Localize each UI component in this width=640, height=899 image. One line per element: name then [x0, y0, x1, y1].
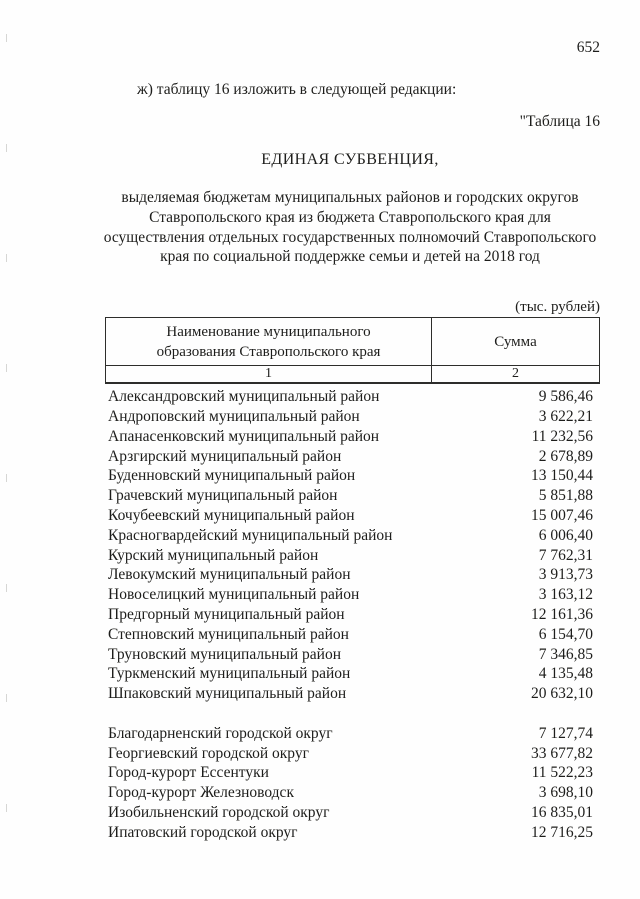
table-row: [105, 407, 600, 427]
amount-value: 15 007,46: [531, 506, 593, 524]
amount-value: 12 716,25: [531, 823, 593, 841]
amount-value: 6 154,70: [538, 625, 593, 643]
municipality-name: Кочубеевский муниципальный район: [108, 506, 355, 524]
column-header-sum: Сумма: [431, 318, 599, 365]
amount-value: 3 698,10: [538, 784, 593, 802]
amount-value: 3 622,21: [538, 407, 593, 425]
municipality-name: Александровский муниципальный район: [108, 388, 380, 406]
table-row: [105, 486, 600, 506]
table-header: [105, 317, 600, 384]
table-row: [105, 605, 600, 625]
table-row: [105, 684, 600, 704]
amount-value: 13 150,44: [531, 467, 593, 485]
table-row: [105, 546, 600, 566]
page-content: [0, 38, 640, 843]
amount-value: 33 677,82: [531, 744, 593, 762]
amount-value: 9 586,46: [538, 388, 593, 406]
units-note: (тыс. рублей): [515, 299, 600, 316]
municipality-name: Шпаковский муниципальный район: [108, 685, 347, 703]
subtitle-line: выделяемая бюджетам муниципальных районов и городских округов: [121, 189, 579, 206]
municipality-name: Грачевский муниципальный район: [108, 487, 338, 505]
table-row: [105, 466, 600, 486]
amount-value: 4 135,48: [538, 665, 593, 683]
table-row: [105, 565, 600, 585]
document-subtitle: [100, 188, 600, 267]
table-row: [105, 664, 600, 684]
subtitle-line: Ставропольского края из бюджета Ставропольского края для: [149, 208, 551, 226]
municipality-name: Туркменский муниципальный район: [108, 665, 351, 683]
table-row: [105, 645, 600, 665]
municipality-name: Арзгирский муниципальный район: [108, 447, 342, 465]
table-row: [105, 724, 600, 744]
municipality-name: Город-курорт Железноводск: [108, 784, 294, 802]
amount-value: 5 851,88: [538, 487, 593, 505]
municipality-name: Город-курорт Ессентуки: [108, 764, 269, 782]
municipality-name: Труновский муниципальный район: [108, 645, 342, 663]
table-reference-label: "Таблица 16: [519, 113, 600, 130]
amount-value: 20 632,10: [531, 685, 593, 703]
table-row: [105, 526, 600, 546]
column-index-row: [106, 365, 599, 382]
amount-value: 6 006,40: [538, 526, 593, 544]
municipality-name: Красногвардейский муниципальный район: [108, 526, 393, 544]
table-row: [105, 585, 600, 605]
table-row: [105, 625, 600, 645]
municipality-name: Георгиевский городской округ: [108, 744, 309, 762]
amount-value: 2 678,89: [538, 447, 593, 465]
amount-value: 7 346,85: [538, 645, 593, 663]
group-separator: [105, 704, 600, 724]
column-index-1: 1: [265, 366, 272, 382]
amount-value: 16 835,01: [531, 803, 593, 821]
table-row: [105, 427, 600, 447]
table-row: [105, 387, 600, 407]
column-index-2: 2: [431, 366, 599, 382]
table-row: [105, 506, 600, 526]
table-row: [105, 803, 600, 823]
intro-paragraph: ж) таблицу 16 изложить в следующей редакции:: [137, 81, 457, 98]
amount-value: 11 232,56: [531, 427, 593, 445]
table-row: [105, 744, 600, 764]
subtitle-line: края по социальной поддержке семьи и детей на 2018 год: [160, 248, 540, 266]
municipality-name: Степновский муниципальный район: [108, 625, 349, 643]
table-body: [105, 387, 600, 842]
table-row: [105, 823, 600, 843]
amount-value: 7 762,31: [538, 546, 593, 564]
municipality-name: Левокумский муниципальный район: [108, 566, 351, 584]
column-header-municipality: Наименование муниципального образования Ставропольского края: [156, 323, 381, 360]
municipality-name: Буденновский муниципальный район: [108, 467, 356, 485]
amount-value: 3 913,73: [538, 566, 593, 584]
municipality-name: Новоселицкий муниципальный район: [108, 586, 360, 604]
amount-value: 3 163,12: [538, 586, 593, 604]
document-title: ЕДИНАЯ СУБВЕНЦИЯ,: [261, 151, 439, 168]
page-number: 652: [576, 39, 600, 56]
table-row: [105, 783, 600, 803]
amount-value: 12 161,36: [531, 605, 593, 623]
subtitle-line: осуществления отдельных государственных полномочий Ставропольского: [103, 228, 597, 246]
municipality-name: Апанасенковский муниципальный район: [108, 427, 380, 445]
municipality-name: Предгорный муниципальный район: [108, 605, 345, 623]
amount-value: 11 522,23: [531, 764, 593, 782]
subvention-table: [105, 317, 600, 842]
municipality-name: Ипатовский городской округ: [108, 823, 298, 841]
amount-value: 7 127,74: [538, 724, 593, 742]
table-row: [105, 763, 600, 783]
scan-artifact-line: [6, 0, 7, 899]
municipality-name: Изобильненский городской округ: [108, 803, 330, 821]
table-row: [105, 447, 600, 467]
municipality-name: Благодарненский городской округ: [108, 724, 333, 742]
municipality-name: Андроповский муниципальный район: [108, 407, 360, 425]
municipality-name: Курский муниципальный район: [108, 546, 319, 564]
